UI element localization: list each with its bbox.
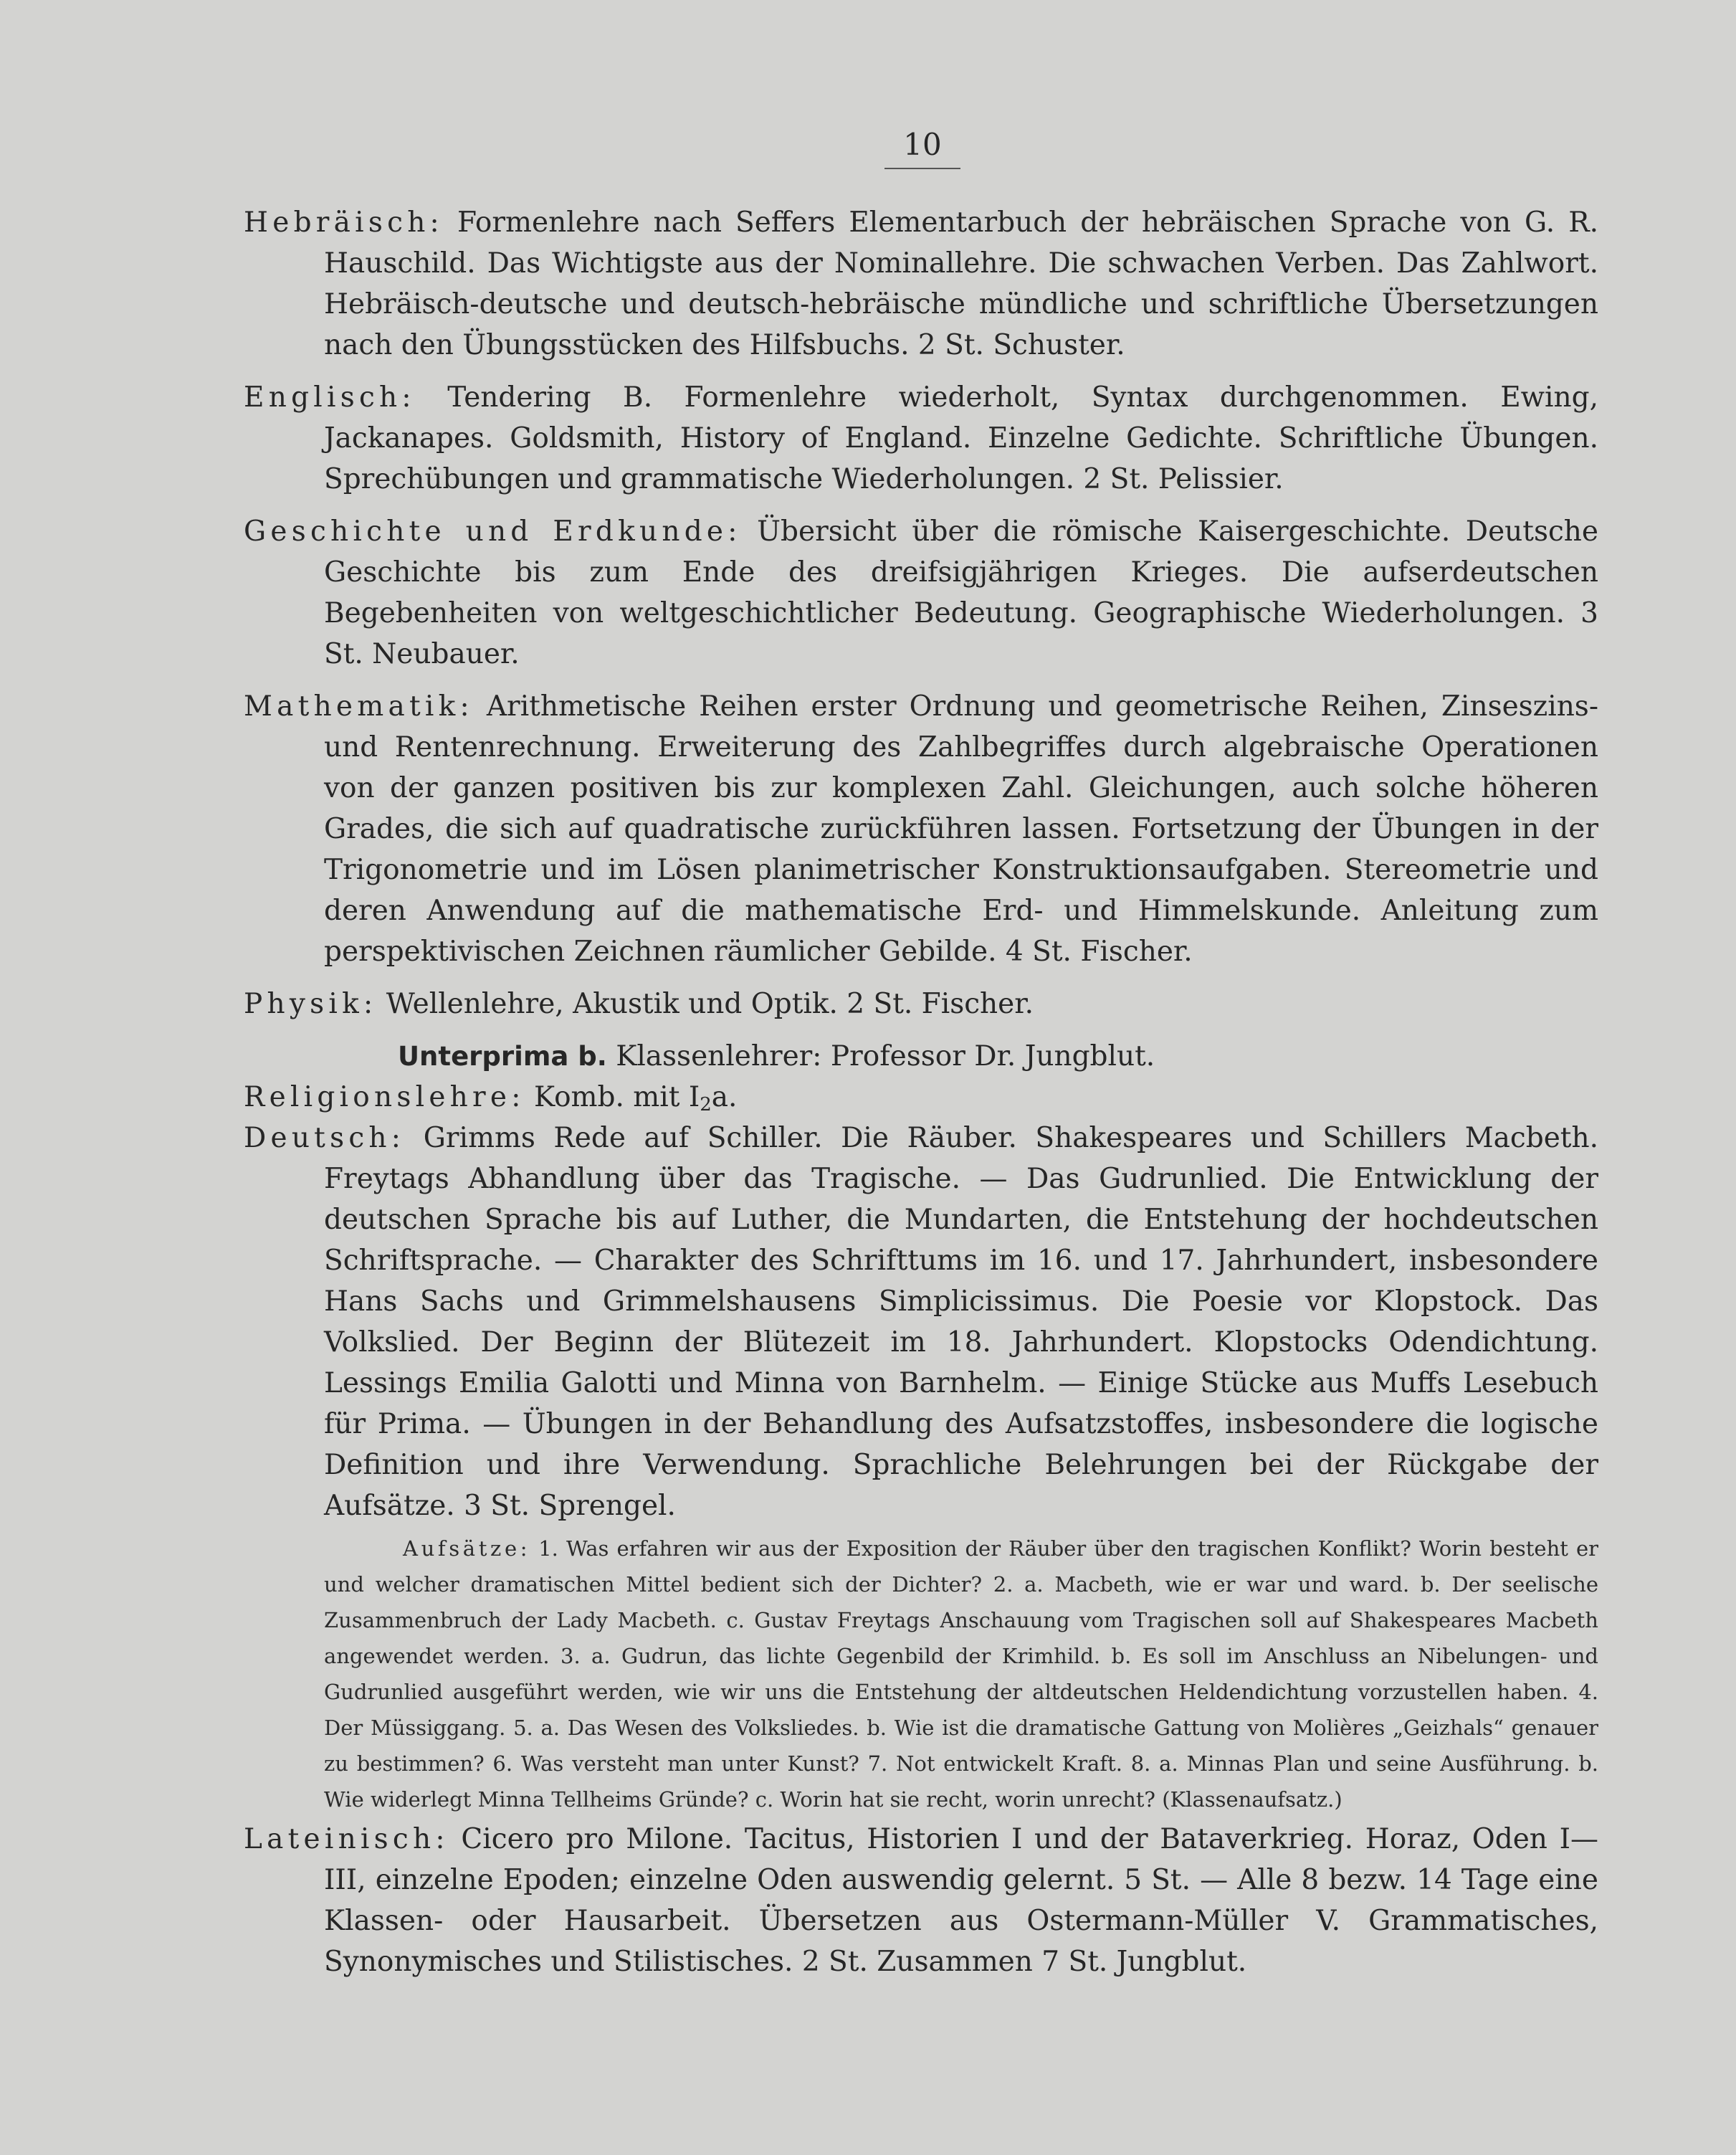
class-teacher-label: Klassenlehrer: [616, 1040, 822, 1072]
entry-mathematik [244, 686, 1598, 972]
page-content [244, 202, 1598, 1994]
entry-lateinisch [244, 1819, 1598, 1982]
subject-label: Englisch: [244, 381, 416, 414]
essay-topics-label: Aufsätze: [403, 1536, 531, 1561]
entry-englisch [244, 377, 1598, 500]
subject-label: Geschichte und Erdkunde: [244, 515, 742, 548]
entry-text: Übersicht über die römische Kaisergeschichte. Deutsche Geschichte bis zum Ende des dreifsigjährigen Krieges. Die aufserdeutschen Begebenheiten von weltgeschichtlicher Bedeutung. Geographische Wiederholungen. 3 St. Neubauer. [324, 515, 1598, 670]
page-number: 10 [903, 127, 942, 162]
subject-label: Deutsch: [244, 1122, 406, 1154]
subject-label: Religionslehre: [244, 1081, 525, 1113]
entry-text: Cicero pro Milone. Tacitus, Historien I und der Bataverkrieg. Horaz, Oden I—III, einzelne Epoden; einzelne Oden auswendig gelernt. 5 St. — Alle 8 bezw. 14 Tage eine Klassen- oder Hausarbeit. Übersetzen aus Ostermann-Müller V. Grammatisches, Synonymisches und Stilistisches. 2 St. Zusammen 7 St. Jungblut. [324, 1823, 1598, 1978]
subject-label: Physik: [244, 988, 378, 1020]
entry-religionslehre [244, 1077, 1598, 1118]
entry-hebraeisch [244, 202, 1598, 366]
subject-label: Mathematik: [244, 690, 474, 723]
entry-text: Wellenlehre, Akustik und Optik. 2 St. Fischer. [386, 988, 1034, 1020]
entry-text: Formenlehre nach Seffers Elementarbuch der hebräischen Sprache von G. R. Hauschild. Das Wichtigste aus der Nominallehre. Die schwachen Verben. Das Zahlwort. Hebräisch-deutsche und deutsch-hebräische mündliche und schriftliche Übersetzungen nach den Übungsstücken des Hilfsbuchs. 2 St. Schuster. [324, 206, 1599, 361]
essay-topics-text: 1. Was erfahren wir aus der Exposition der Räuber über den tragischen Konflikt? Worin besteht er und welcher dramatischen Mittel bedient sich der Dichter? 2. a. Macbeth, wie er war und ward. b. Der seelische Zusammenbruch der Lady Macbeth. c. Gustav Freytags Anschauung vom Tragischen soll auf Shakespeares Macbeth angewendet werden. 3. a. Gudrun, das lichte Gegenbild der Krimhild. b. Es soll im Anschluss an Nibelungen- und Gudrunlied ausgeführt werden, wie wir uns die Entstehung der altdeutschen Heldendichtung vorzustellen haben. 4. Der Müssiggang. 5. a. Das Wesen des Volksliedes. b. Wie ist die dramatische Gattung von Molières „Geizhals“ genauer zu bestimmen? 6. Was versteht man unter Kunst? 7. Not entwickelt Kraft. 8. a. Minnas Plan und seine Ausführung. b. Wie widerlegt Minna Tellheims Gründe? c. Worin hat sie recht, worin unrecht? (Klassenaufsatz.) [324, 1536, 1599, 1812]
class-teacher: Professor Dr. Jungblut. [830, 1040, 1155, 1072]
entry-text: Tendering B. Formenlehre wiederholt, Syntax durchgenommen. Ewing, Jackanapes. Goldsmith, History of England. Einzelne Gedichte. Schriftliche Übungen. Sprechübungen und grammatische Wiederholungen. 2 St. Pelissier. [324, 381, 1599, 495]
page-number-rule [884, 168, 960, 169]
entry-geschichte [244, 511, 1598, 675]
entry-text-suffix: a. [711, 1081, 738, 1113]
class-heading [244, 1036, 1598, 1077]
entry-deutsch [244, 1118, 1598, 1526]
subject-label: Hebräisch: [244, 206, 444, 239]
entry-physik [244, 984, 1598, 1024]
entry-subscript: 2 [700, 1094, 712, 1115]
subject-label: Lateinisch: [244, 1823, 449, 1855]
entry-text: Arithmetische Reihen erster Ordnung und geometrische Reihen, Zinseszins- und Rentenrechnung. Erweiterung des Zahlbegriffes durch algebraische Operationen von der ganzen positiven bis zur komplexen Zahl. Gleichungen, auch solche höheren Grades, die sich auf quadratische zurückführen lassen. Fortsetzung der Übungen in der Trigonometrie und im Lösen planimetrischer Konstruktionsaufgaben. Stereometrie und deren Anwendung auf die mathematische Erd- und Himmelskunde. Anleitung zum perspektivischen Zeichnen räumlicher Gebilde. 4 St. Fischer. [324, 690, 1599, 968]
entry-text: Komb. mit I [533, 1081, 700, 1113]
essay-topics [244, 1531, 1598, 1817]
class-title: Unterprima b. [398, 1041, 607, 1072]
entry-text: Grimms Rede auf Schiller. Die Räuber. Shakespeares und Schillers Macbeth. Freytags Abhandlung über das Tragische. — Das Gudrunlied. Die Entwicklung der deutschen Sprache bis auf Luther, die Mundarten, die Entstehung der hochdeutschen Schriftsprache. — Charakter des Schrifttums im 16. und 17. Jahrhundert, insbesondere Hans Sachs und Grimmelshausens Simplicissimus. Die Poesie vor Klopstock. Das Volkslied. Der Beginn der Blütezeit im 18. Jahrhundert. Klopstocks Odendichtung. Lessings Emilia Galotti und Minna von Barnhelm. — Einige Stücke aus Muffs Lesebuch für Prima. — Übungen in der Behandlung des Aufsatzstoffes, insbesondere die logische Definition und ihre Verwendung. Sprachliche Belehrungen bei der Rückgabe der Aufsätze. 3 St. Sprengel. [324, 1122, 1598, 1522]
